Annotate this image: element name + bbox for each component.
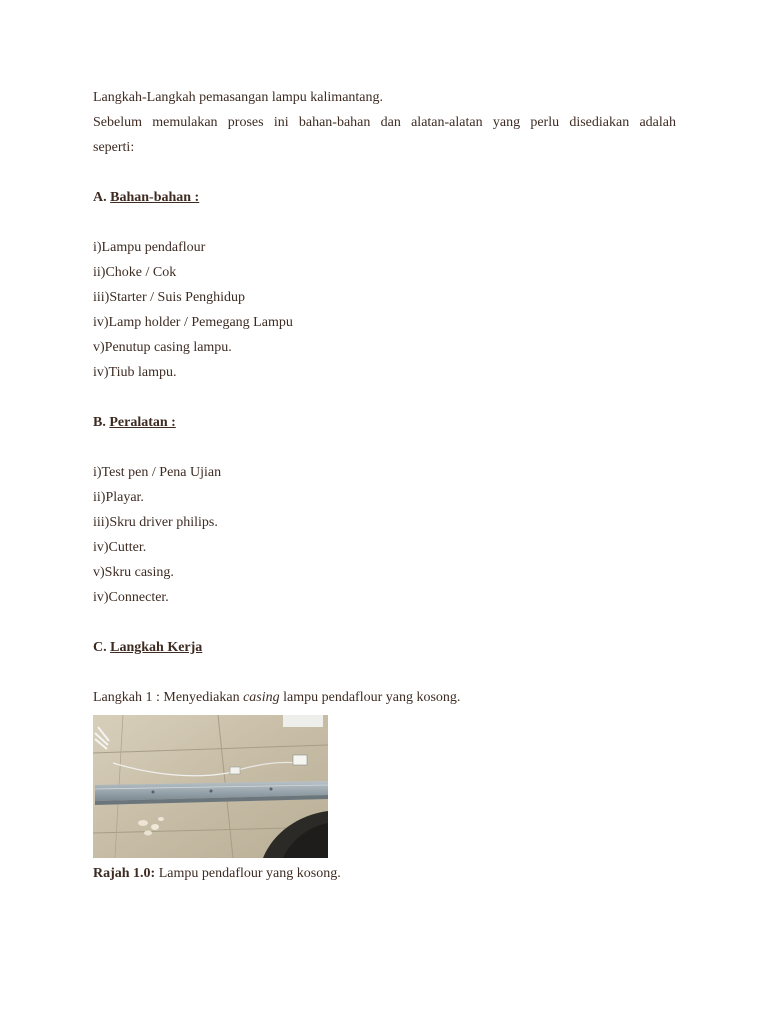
list-item-b-1: i)Test pen / Pena Ujian [93, 465, 222, 480]
figure-1-photo [93, 715, 328, 858]
section-c-heading [93, 635, 676, 660]
list-item-a-4: iv)Lamp holder / Pemegang Lampu [93, 315, 293, 330]
list-item-a-2: ii)Choke / Cok [93, 265, 177, 280]
document-title-line: Langkah-Langkah pemasangan lampu kalimantang. [93, 90, 384, 105]
list-item-b-4: iv)Cutter. [93, 540, 147, 555]
step-1-after: lampu pendaflour yang kosong. [279, 690, 461, 705]
list-item-b-3: iii)Skru driver philips. [93, 515, 218, 530]
intro-paragraph-line-1: Sebelum memulakan proses ini bahan-bahan dan alatan-alatan yang perlu disediakan adalah [93, 115, 676, 130]
list-item-b-5: v)Skru casing. [93, 565, 174, 580]
list-item-a-5: v)Penutup casing lampu. [93, 340, 232, 355]
list-item-a-3: iii)Starter / Suis Penghidup [93, 290, 246, 305]
list-item-b-6: iv)Connecter. [93, 590, 169, 605]
list-item-a-6: iv)Tiub lampu. [93, 365, 177, 380]
section-b-title: Peralatan : [109, 415, 176, 430]
section-a-heading [93, 185, 676, 210]
list-item-a-1: i)Lampu pendaflour [93, 240, 206, 255]
section-c-title: Langkah Kerja [110, 640, 203, 655]
figure-1-caption-text: Lampu pendaflour yang kosong. [155, 866, 341, 881]
section-b-prefix: B. [93, 415, 110, 430]
intro-paragraph-line-2: seperti: [93, 140, 135, 155]
document-content [93, 85, 676, 886]
section-b-heading [93, 410, 676, 435]
section-c-prefix: C. [93, 640, 111, 655]
section-a-prefix: A. [93, 190, 111, 205]
figure-1-caption-label: Rajah 1.0: [93, 866, 156, 881]
figure-1-caption [93, 861, 676, 886]
step-1-text [93, 685, 676, 710]
list-item-b-2: ii)Playar. [93, 490, 144, 505]
step-1-italic: casing [243, 690, 280, 705]
section-a-title: Bahan-bahan : [110, 190, 200, 205]
fluorescent-casing-photo [93, 715, 328, 858]
step-1-before: Langkah 1 : Menyediakan [93, 690, 244, 705]
